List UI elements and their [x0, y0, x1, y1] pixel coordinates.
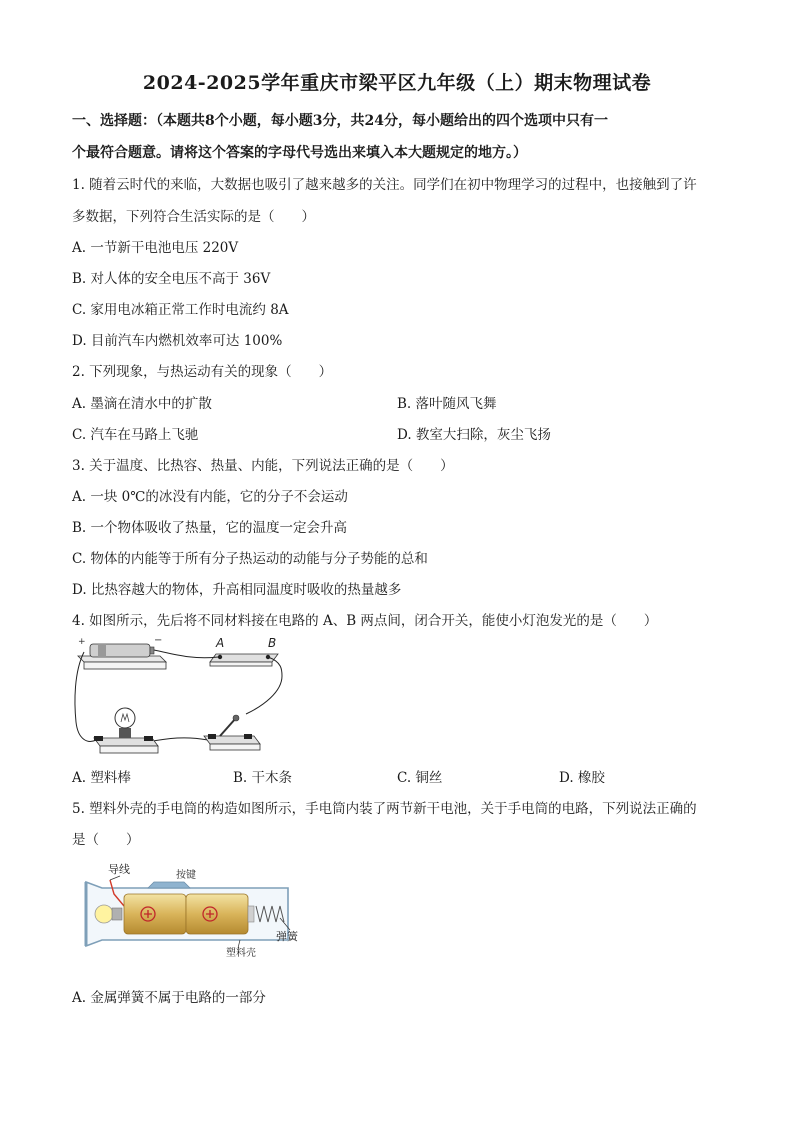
q1-stem-line1: 1. 随着云时代的来临，大数据也吸引了越来越多的关注。同学们在初中物理学习的过程中，也接触到了许 [72, 177, 697, 193]
bulb-base-icon [112, 908, 122, 920]
exam-title: 2024-2025学年重庆市梁平区九年级（上）期末物理试卷 [142, 72, 652, 94]
q2-option-d: D. 教室大扫除，灰尘飞扬 [397, 427, 551, 443]
terminal-a-icon [218, 655, 222, 659]
q1-option-a: A. 一节新干电池电压 220V [72, 240, 239, 256]
q1-option-d: D. 目前汽车内燃机效率可达 100% [72, 333, 283, 349]
shell-label: 塑料壳 [226, 948, 256, 958]
battery-base-front [84, 662, 166, 669]
section-heading-line2: 个最符合题意。请将这个答案的字母代号选出来填入本大题规定的地方。） [72, 145, 527, 161]
q5-option-a: A. 金属弹簧不属于电路的一部分 [72, 990, 266, 1006]
q3-stem: 3. 关于温度、比热容、热量、内能，下列说法正确的是（ ） [72, 458, 454, 474]
q5-flashlight-figure [80, 858, 310, 958]
q3-option-b: B. 一个物体吸收了热量，它的温度一定会升高 [72, 520, 348, 536]
switch-knob-icon [233, 715, 239, 721]
wire-lamp-to-switch [148, 738, 208, 742]
switch-lever-icon [220, 718, 236, 736]
button-label: 按键 [176, 870, 196, 881]
q1-stem-line2: 多数据，下列符合生活实际的是（ ） [72, 209, 315, 225]
flashlight-button-icon [148, 882, 190, 888]
switch-terminal-right [244, 734, 252, 739]
q2-option-b: B. 落叶随风飞舞 [397, 396, 497, 412]
q4-circuit-figure [68, 632, 288, 760]
switch-base-front [210, 744, 260, 750]
ab-board-front [210, 662, 272, 666]
battery-terminal-icon [150, 647, 154, 654]
wire-battery-to-a [154, 650, 218, 658]
q4-option-b: B. 干木条 [233, 770, 293, 786]
q3-option-c: C. 物体的内能等于所有分子热运动的动能与分子势能的总和 [72, 551, 428, 567]
q2-option-a: A. 墨滴在清水中的扩散 [72, 396, 212, 412]
q1-option-c: C. 家用电冰箱正常工作时电流约 8A [72, 302, 289, 318]
light-bulb-icon [115, 708, 135, 728]
battery-band-icon [98, 644, 106, 657]
section-heading-line1: 一、选择题：（本题共8个小题，每小题3分，共24分，每小题给出的四个选项中只有一 [72, 113, 608, 129]
q5-stem-line1: 5. 塑料外壳的手电筒的构造如图所示，手电筒内装了两节新干电池，关于手电筒的电路，下列说法正确的 [72, 801, 697, 817]
battery-terminal-icon [248, 906, 254, 922]
wire-label-leader [110, 876, 120, 880]
bulb-socket-icon [119, 728, 131, 738]
q2-option-c: C. 汽车在马路上飞驰 [72, 427, 199, 443]
q4-option-c: C. 铜丝 [397, 770, 443, 786]
q4-stem: 4. 如图所示，先后将不同材料接在电路的 A、B 两点间，闭合开关，能使小灯泡发光的是（ ） [72, 613, 658, 629]
wire-label: 导线 [108, 863, 130, 876]
q2-stem: 2. 下列现象，与热运动有关的现象（ ） [72, 364, 333, 380]
lamp-terminal-right [144, 736, 153, 741]
q5-stem-line2: 是（ ） [72, 832, 140, 848]
q3-option-d: D. 比热容越大的物体，升高相同温度时吸收的热量越多 [72, 582, 402, 598]
q4-option-d: D. 橡胶 [559, 770, 605, 786]
spring-label: 弹簧 [276, 930, 298, 943]
lamp-terminal-left [94, 736, 103, 741]
point-a-label: A [216, 636, 225, 650]
battery-plus-label: + [78, 637, 86, 647]
lamp-base-front [100, 746, 158, 753]
shell-label-leader [238, 940, 240, 948]
q3-option-a: A. 一块 0℃的冰没有内能，它的分子不会运动 [72, 489, 348, 505]
battery-minus-label: − [154, 635, 163, 646]
point-b-label: B [268, 636, 277, 650]
switch-terminal-left [208, 734, 216, 739]
q1-option-b: B. 对人体的安全电压不高于 36V [72, 271, 271, 287]
flashlight-bulb-icon [95, 905, 113, 923]
q4-option-a: A. 塑料棒 [72, 770, 131, 786]
